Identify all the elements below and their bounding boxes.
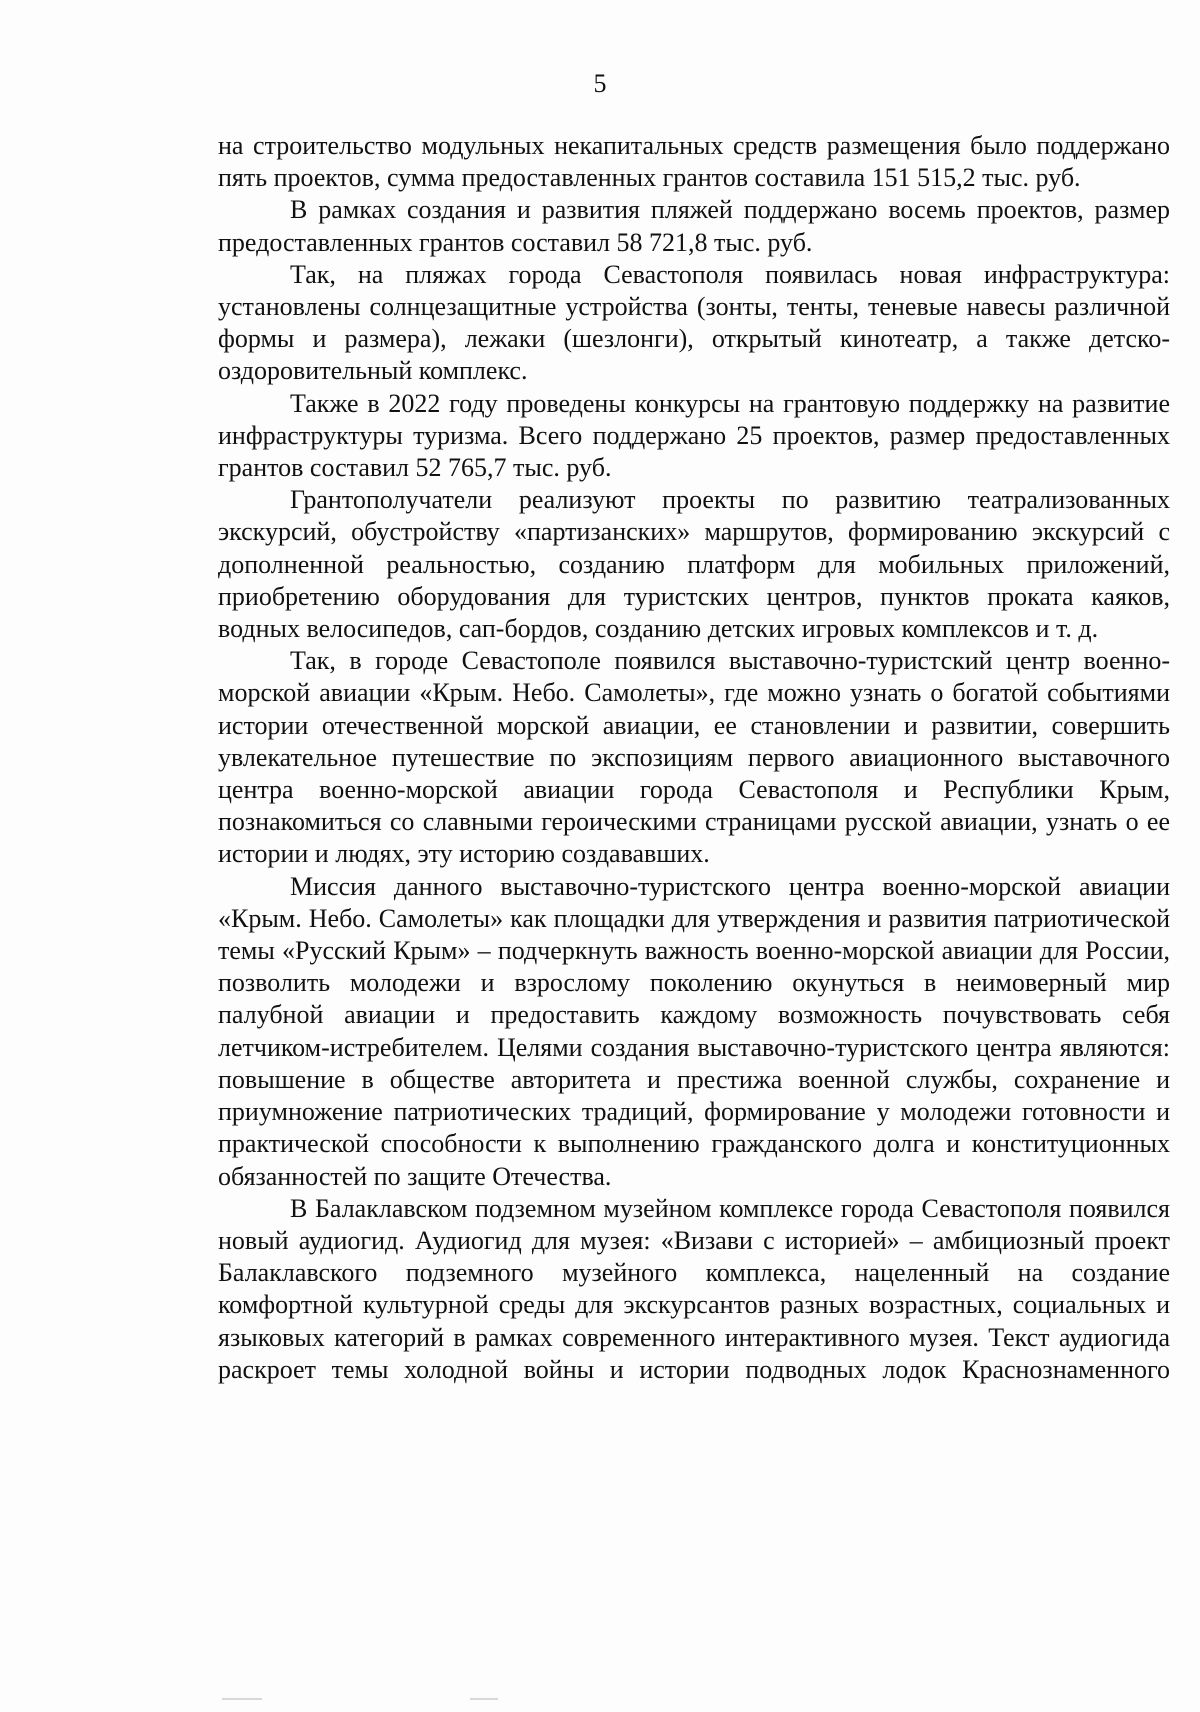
scan-artifact-mark [222, 1698, 262, 1700]
paragraph-continued: на строительство модульных некапитальных средств размещения было поддержано пять проектов, сумма предоставленных грантов составила 151 515,2 тыс. руб. [218, 131, 1170, 193]
paragraph-grant-recipients: Грантополучатели реализуют проекты по развитию театрализованных экскурсий, обустройству «партизанских» маршрутов, формированию экскурсий с дополненной реальностью, созданию платформ для мобильных приложений, приобретению оборудования для туристских центров, пунктов проката каяков, водных велосипедов, сап-бордов, созданию детских игровых комплексов и т. д. [218, 485, 1170, 644]
page-number: 5 [593, 69, 607, 98]
paragraph-aviation-mission: Миссия данного выставочно-туристского центра военно-морской авиации «Крым. Небо. Самолеты» как площадки для утверждения и развития патриотической темы «Русский Крым» – подчеркнуть важность военно-морской авиации для России, позволить молодежи и взрослому поколению окунуться в неимоверный мир палубной авиации и предоставить каждому возможность почувствовать себя летчиком-истребителем. Целями создания выставочно-туристского центра являются: повышение в обществе авторитета и престижа военной службы, сохранение и приумножение патриотических традиций, формирование у молодежи готовности и практической способности к выполнению гражданского долга и конституционных обязанностей по защите Отечества. [218, 871, 1170, 1191]
paragraph-beach-infrastructure: Так, на пляжах города Севастополя появилась новая инфраструктура: установлены солнцезащитные устройства (зонты, тенты, теневые навесы различной формы и размера), лежаки (шезлонги), открытый кинотеатр, а также детско-оздоровительный комплекс. [218, 259, 1170, 386]
paragraph-balaklava-audioguide: В Балаклавском подземном музейном комплексе города Севастополя появился новый аудиогид. Аудиогид для музея: «Визави с историей» – амбициозный проект Балаклавского подземного музейного комплекса, нацеленный на создание комфортной культурной среды для экскурсантов разных возрастных, социальных и языковых категорий в рамках современного интерактивного музея. Текст аудиогида раскроет темы холодной войны и истории подводных лодок Краснознаменного [218, 1193, 1170, 1384]
scan-artifact-mark [470, 1698, 498, 1700]
paragraph-grant-contests: Также в 2022 году проведены конкурсы на грантовую поддержку на развитие инфраструктуры туризма. Всего поддержано 25 проектов, размер предоставленных грантов составил 52 765,7 тыс. руб. [218, 388, 1170, 483]
document-body [218, 130, 1170, 1386]
paragraph-aviation-center: Так, в городе Севастополе появился выставочно-туристский центр военно-морской авиации «Крым. Небо. Самолеты», где можно узнать о богатой событиями истории отечественной морской авиации, ее становлении и развитии, совершить увлекательное путешествие по экспозициям первого авиационного выставочного центра военно-морской авиации города Севастополя и Республики Крым, познакомиться со славными героическими страницами русской авиации, узнать о ее истории и людях, эту историю создававших. [218, 646, 1170, 869]
paragraph-beaches: В рамках создания и развития пляжей поддержано восемь проектов, размер предоставленных грантов составил 58 721,8 тыс. руб. [218, 195, 1170, 257]
